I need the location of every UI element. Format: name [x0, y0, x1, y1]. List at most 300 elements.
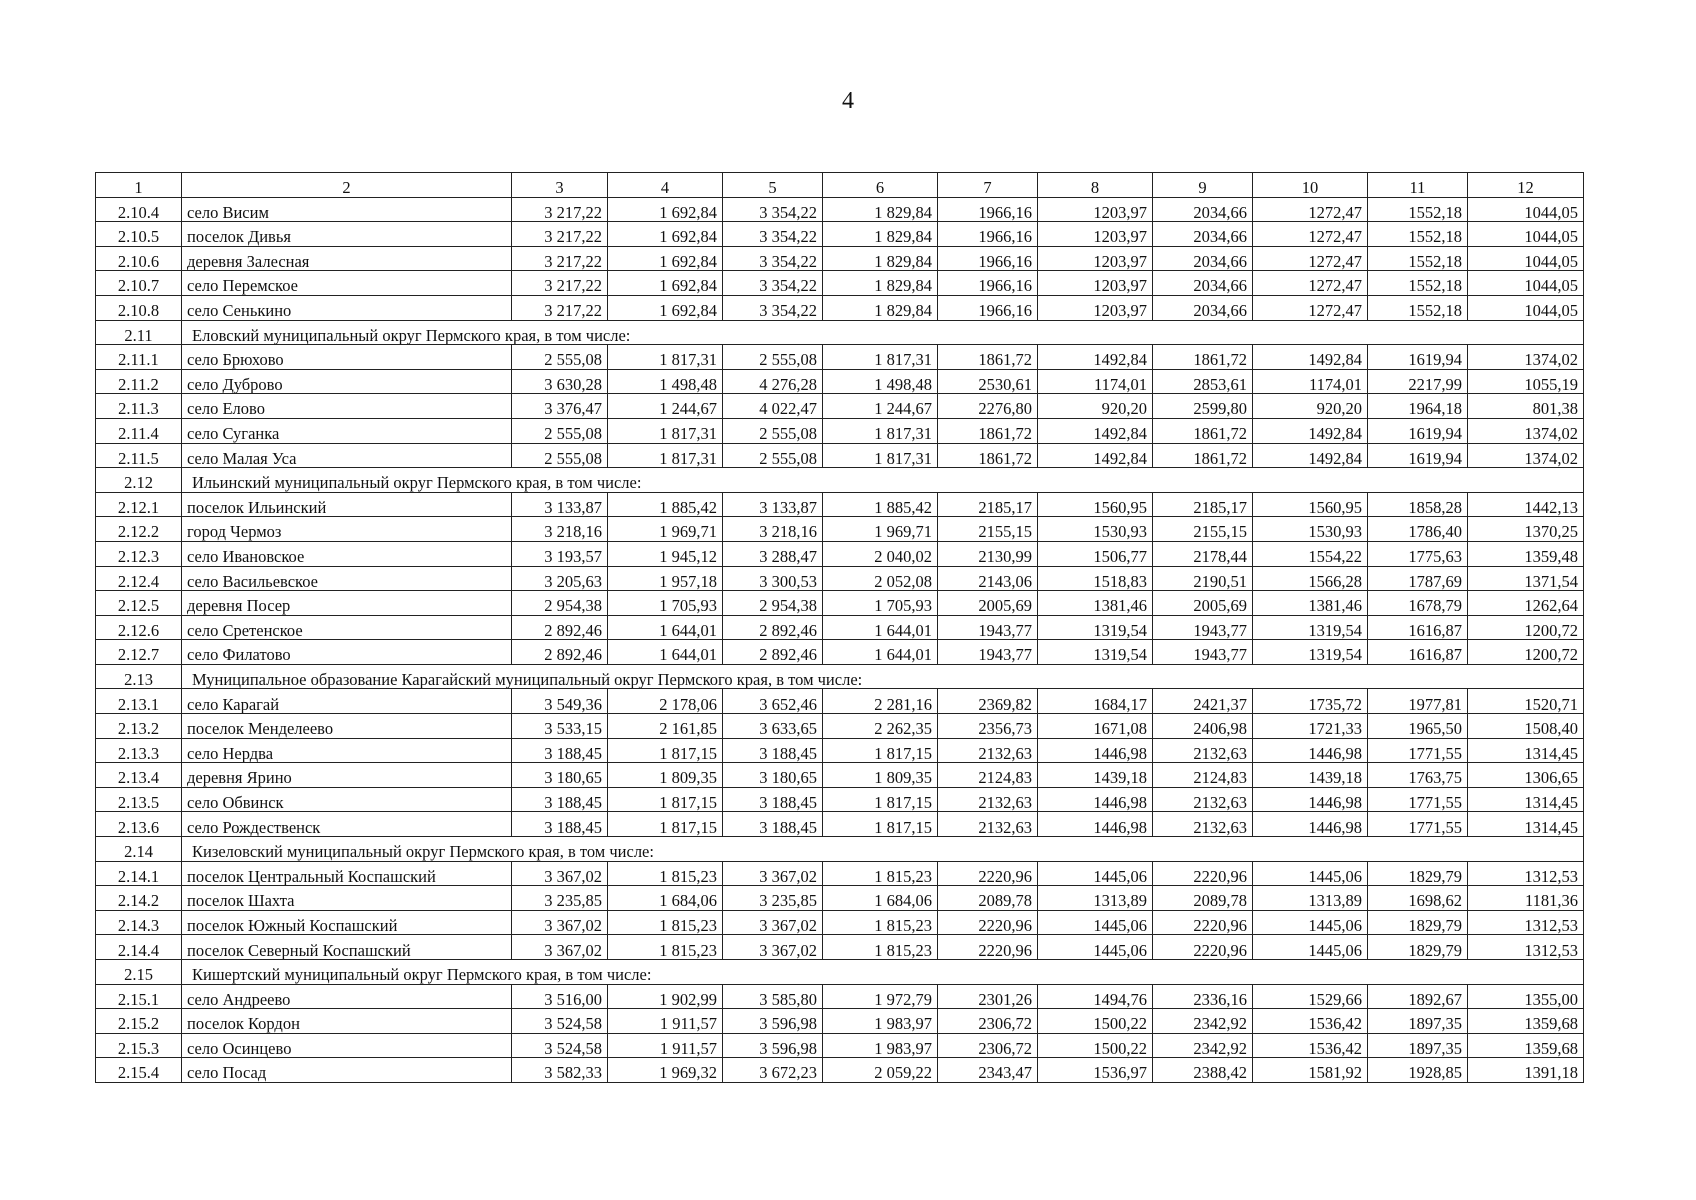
value-cell: 1203,97	[1038, 197, 1153, 222]
value-cell: 1445,06	[1253, 935, 1368, 960]
value-cell: 3 354,22	[723, 222, 823, 247]
value-cell: 1529,66	[1253, 984, 1368, 1009]
value-cell: 1928,85	[1368, 1058, 1468, 1083]
value-cell: 1494,76	[1038, 984, 1153, 1009]
value-cell: 2190,51	[1153, 566, 1253, 591]
header-cell: 7	[938, 173, 1038, 198]
value-cell: 3 585,80	[723, 984, 823, 1009]
settlement-name: село Суганка	[182, 418, 512, 443]
value-cell: 1306,65	[1468, 763, 1584, 788]
value-cell: 2 555,08	[723, 345, 823, 370]
row-number: 2.14.4	[96, 935, 182, 960]
value-cell: 1314,45	[1468, 738, 1584, 763]
row-number: 2.11	[96, 320, 182, 345]
value-cell: 1 945,12	[608, 541, 723, 566]
value-cell: 1371,54	[1468, 566, 1584, 591]
row-number: 2.13.6	[96, 812, 182, 837]
value-cell: 2089,78	[938, 886, 1038, 911]
value-cell: 3 300,53	[723, 566, 823, 591]
value-cell: 2342,92	[1153, 1033, 1253, 1058]
value-cell: 3 188,45	[723, 812, 823, 837]
value-cell: 2185,17	[938, 492, 1038, 517]
value-cell: 2 555,08	[512, 418, 608, 443]
section-title: Кишертский муниципальный округ Пермского края, в том числе:	[182, 960, 1584, 985]
value-cell: 3 193,57	[512, 541, 608, 566]
table-row	[96, 591, 1584, 616]
value-cell: 1554,22	[1253, 541, 1368, 566]
row-number: 2.13	[96, 664, 182, 689]
row-number: 2.15.3	[96, 1033, 182, 1058]
value-cell: 2034,66	[1153, 271, 1253, 296]
value-cell: 1966,16	[938, 246, 1038, 271]
value-cell: 801,38	[1468, 394, 1584, 419]
header-cell: 10	[1253, 173, 1368, 198]
value-cell: 1530,93	[1038, 517, 1153, 542]
value-cell: 1619,94	[1368, 418, 1468, 443]
value-cell: 1446,98	[1253, 787, 1368, 812]
row-number: 2.12.3	[96, 541, 182, 566]
value-cell: 3 652,46	[723, 689, 823, 714]
row-number: 2.13.2	[96, 714, 182, 739]
value-cell: 1 911,57	[608, 1009, 723, 1034]
table-row	[96, 984, 1584, 1009]
table-row	[96, 714, 1584, 739]
value-cell: 2155,15	[938, 517, 1038, 542]
value-cell: 1861,72	[1153, 418, 1253, 443]
value-cell: 1044,05	[1468, 295, 1584, 320]
value-cell: 1943,77	[1153, 615, 1253, 640]
value-cell: 2124,83	[1153, 763, 1253, 788]
value-cell: 1359,68	[1468, 1033, 1584, 1058]
value-cell: 2220,96	[1153, 861, 1253, 886]
value-cell: 3 188,45	[512, 787, 608, 812]
value-cell: 2 954,38	[512, 591, 608, 616]
value-cell: 1044,05	[1468, 271, 1584, 296]
value-cell: 3 217,22	[512, 197, 608, 222]
value-cell: 3 533,15	[512, 714, 608, 739]
header-cell: 4	[608, 173, 723, 198]
value-cell: 1 969,71	[608, 517, 723, 542]
table-row	[96, 418, 1584, 443]
settlement-name: город Чермоз	[182, 517, 512, 542]
section-title: Еловский муниципальный округ Пермского края, в том числе:	[182, 320, 1584, 345]
value-cell: 1 809,35	[608, 763, 723, 788]
value-cell: 1492,84	[1253, 418, 1368, 443]
value-cell: 3 549,36	[512, 689, 608, 714]
value-cell: 2132,63	[938, 738, 1038, 763]
header-cell: 11	[1368, 173, 1468, 198]
value-cell: 1312,53	[1468, 910, 1584, 935]
settlement-name: село Дуброво	[182, 369, 512, 394]
value-cell: 1552,18	[1368, 222, 1468, 247]
header-cell: 3	[512, 173, 608, 198]
value-cell: 1492,84	[1038, 345, 1153, 370]
value-cell: 2132,63	[1153, 787, 1253, 812]
value-cell: 1 815,23	[823, 935, 938, 960]
settlement-name: поселок Ильинский	[182, 492, 512, 517]
settlement-name: поселок Дивья	[182, 222, 512, 247]
value-cell: 2 555,08	[723, 418, 823, 443]
value-cell: 1272,47	[1253, 295, 1368, 320]
table-row	[96, 443, 1584, 468]
value-cell: 3 367,02	[723, 935, 823, 960]
value-cell: 1 815,23	[823, 861, 938, 886]
value-cell: 1 817,31	[823, 345, 938, 370]
value-cell: 1735,72	[1253, 689, 1368, 714]
value-cell: 1 885,42	[608, 492, 723, 517]
value-cell: 1552,18	[1368, 246, 1468, 271]
table-row	[96, 222, 1584, 247]
section-title: Муниципальное образование Карагайский муниципальный округ Пермского края, в том числе:	[182, 664, 1584, 689]
value-cell: 1312,53	[1468, 861, 1584, 886]
table-row	[96, 369, 1584, 394]
value-cell: 1 829,84	[823, 271, 938, 296]
value-cell: 1771,55	[1368, 812, 1468, 837]
value-cell: 1044,05	[1468, 246, 1584, 271]
value-cell: 1445,06	[1038, 935, 1153, 960]
header-cell: 6	[823, 173, 938, 198]
value-cell: 1272,47	[1253, 246, 1368, 271]
table-row	[96, 763, 1584, 788]
header-cell: 2	[182, 173, 512, 198]
row-number: 2.10.6	[96, 246, 182, 271]
header-cell: 1	[96, 173, 182, 198]
row-number: 2.11.2	[96, 369, 182, 394]
value-cell: 2343,47	[938, 1058, 1038, 1083]
value-cell: 1 829,84	[823, 246, 938, 271]
settlement-name: село Осинцево	[182, 1033, 512, 1058]
value-cell: 2034,66	[1153, 222, 1253, 247]
value-cell: 1 911,57	[608, 1033, 723, 1058]
row-number: 2.12.1	[96, 492, 182, 517]
value-cell: 2356,73	[938, 714, 1038, 739]
value-cell: 1 498,48	[823, 369, 938, 394]
value-cell: 1964,18	[1368, 394, 1468, 419]
value-cell: 3 288,47	[723, 541, 823, 566]
value-cell: 2 555,08	[512, 345, 608, 370]
value-cell: 1771,55	[1368, 738, 1468, 763]
value-cell: 2 059,22	[823, 1058, 938, 1083]
value-cell: 1355,00	[1468, 984, 1584, 1009]
row-number: 2.10.8	[96, 295, 182, 320]
row-number: 2.10.5	[96, 222, 182, 247]
value-cell: 1 705,93	[608, 591, 723, 616]
settlement-name: село Елово	[182, 394, 512, 419]
page-number: 4	[842, 88, 854, 114]
value-cell: 1 815,23	[608, 910, 723, 935]
value-cell: 2178,44	[1153, 541, 1253, 566]
settlement-name: село Перемское	[182, 271, 512, 296]
value-cell: 1 817,15	[823, 812, 938, 837]
value-cell: 1861,72	[938, 443, 1038, 468]
value-cell: 3 596,98	[723, 1033, 823, 1058]
table-row	[96, 689, 1584, 714]
value-cell: 1 692,84	[608, 271, 723, 296]
value-cell: 1977,81	[1368, 689, 1468, 714]
value-cell: 1616,87	[1368, 640, 1468, 665]
value-cell: 1966,16	[938, 271, 1038, 296]
settlement-name: село Васильевское	[182, 566, 512, 591]
value-cell: 3 180,65	[723, 763, 823, 788]
value-cell: 3 235,85	[512, 886, 608, 911]
value-cell: 2276,80	[938, 394, 1038, 419]
value-cell: 1 644,01	[823, 640, 938, 665]
row-number: 2.15.2	[96, 1009, 182, 1034]
value-cell: 1 815,23	[608, 861, 723, 886]
table-row	[96, 640, 1584, 665]
value-cell: 1787,69	[1368, 566, 1468, 591]
settlement-name: деревня Залесная	[182, 246, 512, 271]
value-cell: 1500,22	[1038, 1009, 1153, 1034]
value-cell: 3 672,23	[723, 1058, 823, 1083]
value-cell: 1439,18	[1038, 763, 1153, 788]
value-cell: 2143,06	[938, 566, 1038, 591]
value-cell: 1 983,97	[823, 1033, 938, 1058]
value-cell: 1966,16	[938, 197, 1038, 222]
value-cell: 920,20	[1038, 394, 1153, 419]
value-cell: 3 376,47	[512, 394, 608, 419]
value-cell: 1381,46	[1253, 591, 1368, 616]
value-cell: 1 902,99	[608, 984, 723, 1009]
header-cell: 8	[1038, 173, 1153, 198]
value-cell: 1374,02	[1468, 345, 1584, 370]
table-row	[96, 492, 1584, 517]
value-cell: 3 133,87	[723, 492, 823, 517]
value-cell: 2220,96	[938, 935, 1038, 960]
value-cell: 1 817,15	[823, 787, 938, 812]
table-row	[96, 787, 1584, 812]
value-cell: 1 817,15	[608, 787, 723, 812]
value-cell: 4 276,28	[723, 369, 823, 394]
settlement-name: село Малая Уса	[182, 443, 512, 468]
value-cell: 2 954,38	[723, 591, 823, 616]
value-cell: 2155,15	[1153, 517, 1253, 542]
value-cell: 1619,94	[1368, 345, 1468, 370]
value-cell: 1530,93	[1253, 517, 1368, 542]
value-cell: 1391,18	[1468, 1058, 1584, 1083]
value-cell: 3 524,58	[512, 1009, 608, 1034]
value-cell: 2132,63	[1153, 812, 1253, 837]
settlement-name: деревня Посер	[182, 591, 512, 616]
value-cell: 3 633,65	[723, 714, 823, 739]
table-row	[96, 271, 1584, 296]
row-number: 2.14.1	[96, 861, 182, 886]
value-cell: 1446,98	[1038, 812, 1153, 837]
value-cell: 3 188,45	[512, 738, 608, 763]
value-cell: 2 555,08	[723, 443, 823, 468]
value-cell: 1678,79	[1368, 591, 1468, 616]
value-cell: 1 957,18	[608, 566, 723, 591]
value-cell: 1319,54	[1038, 615, 1153, 640]
value-cell: 2342,92	[1153, 1009, 1253, 1034]
value-cell: 2220,96	[938, 910, 1038, 935]
row-number: 2.10.4	[96, 197, 182, 222]
settlement-name: село Андреево	[182, 984, 512, 1009]
table-row	[96, 738, 1584, 763]
value-cell: 1445,06	[1038, 910, 1153, 935]
value-cell: 1446,98	[1038, 787, 1153, 812]
value-cell: 1492,84	[1253, 345, 1368, 370]
section-title: Кизеловский муниципальный округ Пермского края, в том числе:	[182, 837, 1584, 862]
value-cell: 2005,69	[1153, 591, 1253, 616]
value-cell: 1446,98	[1038, 738, 1153, 763]
value-cell: 1520,71	[1468, 689, 1584, 714]
row-number: 2.12.6	[96, 615, 182, 640]
value-cell: 1181,36	[1468, 886, 1584, 911]
value-cell: 1272,47	[1253, 197, 1368, 222]
header-cell: 5	[723, 173, 823, 198]
value-cell: 1 817,31	[608, 443, 723, 468]
section-row	[96, 664, 1584, 689]
value-cell: 3 354,22	[723, 197, 823, 222]
settlement-name: поселок Южный Коспашский	[182, 910, 512, 935]
value-cell: 3 367,02	[512, 910, 608, 935]
value-cell: 1319,54	[1253, 615, 1368, 640]
value-cell: 1 972,79	[823, 984, 938, 1009]
value-cell: 3 524,58	[512, 1033, 608, 1058]
value-cell: 2306,72	[938, 1033, 1038, 1058]
value-cell: 1619,94	[1368, 443, 1468, 468]
table-row	[96, 295, 1584, 320]
value-cell: 1359,48	[1468, 541, 1584, 566]
row-number: 2.11.5	[96, 443, 182, 468]
value-cell: 2132,63	[1153, 738, 1253, 763]
value-cell: 1943,77	[938, 640, 1038, 665]
value-cell: 2005,69	[938, 591, 1038, 616]
value-cell: 3 354,22	[723, 271, 823, 296]
settlement-name: село Брюхово	[182, 345, 512, 370]
row-number: 2.14.2	[96, 886, 182, 911]
value-cell: 1500,22	[1038, 1033, 1153, 1058]
value-cell: 1 498,48	[608, 369, 723, 394]
value-cell: 1055,19	[1468, 369, 1584, 394]
value-cell: 3 218,16	[723, 517, 823, 542]
section-row	[96, 468, 1584, 493]
value-cell: 1492,84	[1038, 418, 1153, 443]
value-cell: 1829,79	[1368, 935, 1468, 960]
value-cell: 1518,83	[1038, 566, 1153, 591]
value-cell: 3 354,22	[723, 246, 823, 271]
value-cell: 2185,17	[1153, 492, 1253, 517]
value-cell: 1536,42	[1253, 1009, 1368, 1034]
row-number: 2.11.4	[96, 418, 182, 443]
value-cell: 1858,28	[1368, 492, 1468, 517]
value-cell: 1 983,97	[823, 1009, 938, 1034]
value-cell: 2 892,46	[723, 615, 823, 640]
value-cell: 1616,87	[1368, 615, 1468, 640]
value-cell: 2 161,85	[608, 714, 723, 739]
value-cell: 1786,40	[1368, 517, 1468, 542]
value-cell: 2388,42	[1153, 1058, 1253, 1083]
value-cell: 1 692,84	[608, 197, 723, 222]
value-cell: 3 217,22	[512, 271, 608, 296]
value-cell: 1 644,01	[608, 615, 723, 640]
row-number: 2.12.5	[96, 591, 182, 616]
value-cell: 2421,37	[1153, 689, 1253, 714]
value-cell: 1359,68	[1468, 1009, 1584, 1034]
value-cell: 1203,97	[1038, 295, 1153, 320]
value-cell: 1203,97	[1038, 222, 1153, 247]
value-cell: 1552,18	[1368, 197, 1468, 222]
value-cell: 1381,46	[1038, 591, 1153, 616]
value-cell: 1897,35	[1368, 1009, 1468, 1034]
row-number: 2.11.1	[96, 345, 182, 370]
value-cell: 1 815,23	[823, 910, 938, 935]
row-number: 2.15.4	[96, 1058, 182, 1083]
table-row	[96, 1058, 1584, 1083]
value-cell: 1313,89	[1253, 886, 1368, 911]
value-cell: 2220,96	[1153, 910, 1253, 935]
settlement-name: село Карагай	[182, 689, 512, 714]
header-cell: 12	[1468, 173, 1584, 198]
row-number: 2.11.3	[96, 394, 182, 419]
table-row	[96, 861, 1584, 886]
value-cell: 1445,06	[1038, 861, 1153, 886]
settlement-name: село Сенькино	[182, 295, 512, 320]
table-body	[96, 173, 1584, 1083]
settlement-name: поселок Центральный Коспашский	[182, 861, 512, 886]
settlement-name: село Рождественск	[182, 812, 512, 837]
value-cell: 1771,55	[1368, 787, 1468, 812]
value-cell: 1 817,31	[823, 443, 938, 468]
settlement-name: село Висим	[182, 197, 512, 222]
tariff-table	[95, 172, 1584, 1083]
row-number: 2.13.5	[96, 787, 182, 812]
value-cell: 2124,83	[938, 763, 1038, 788]
settlement-name: село Посад	[182, 1058, 512, 1083]
value-cell: 2406,98	[1153, 714, 1253, 739]
value-cell: 1536,97	[1038, 1058, 1153, 1083]
settlement-name: село Нердва	[182, 738, 512, 763]
value-cell: 1829,79	[1368, 861, 1468, 886]
value-cell: 1445,06	[1253, 861, 1368, 886]
value-cell: 1 244,67	[608, 394, 723, 419]
value-cell: 1272,47	[1253, 222, 1368, 247]
value-cell: 2 892,46	[512, 615, 608, 640]
row-number: 2.12.2	[96, 517, 182, 542]
value-cell: 1581,92	[1253, 1058, 1368, 1083]
table-row	[96, 566, 1584, 591]
settlement-name: поселок Северный Коспашский	[182, 935, 512, 960]
value-cell: 3 217,22	[512, 246, 608, 271]
value-cell: 2 262,35	[823, 714, 938, 739]
value-cell: 1 684,06	[608, 886, 723, 911]
value-cell: 1892,67	[1368, 984, 1468, 1009]
value-cell: 1 809,35	[823, 763, 938, 788]
value-cell: 1 829,84	[823, 295, 938, 320]
value-cell: 3 180,65	[512, 763, 608, 788]
value-cell: 1552,18	[1368, 271, 1468, 296]
value-cell: 3 188,45	[723, 787, 823, 812]
value-cell: 3 367,02	[723, 861, 823, 886]
row-number: 2.13.3	[96, 738, 182, 763]
value-cell: 4 022,47	[723, 394, 823, 419]
value-cell: 1 644,01	[608, 640, 723, 665]
value-cell: 1439,18	[1253, 763, 1368, 788]
value-cell: 2220,96	[938, 861, 1038, 886]
table-row	[96, 812, 1584, 837]
value-cell: 1684,17	[1038, 689, 1153, 714]
value-cell: 1943,77	[1153, 640, 1253, 665]
row-number: 2.14.3	[96, 910, 182, 935]
value-cell: 2306,72	[938, 1009, 1038, 1034]
row-number: 2.14	[96, 837, 182, 862]
value-cell: 2130,99	[938, 541, 1038, 566]
row-number: 2.10.7	[96, 271, 182, 296]
value-cell: 1313,89	[1038, 886, 1153, 911]
value-cell: 1965,50	[1368, 714, 1468, 739]
row-number: 2.15	[96, 960, 182, 985]
